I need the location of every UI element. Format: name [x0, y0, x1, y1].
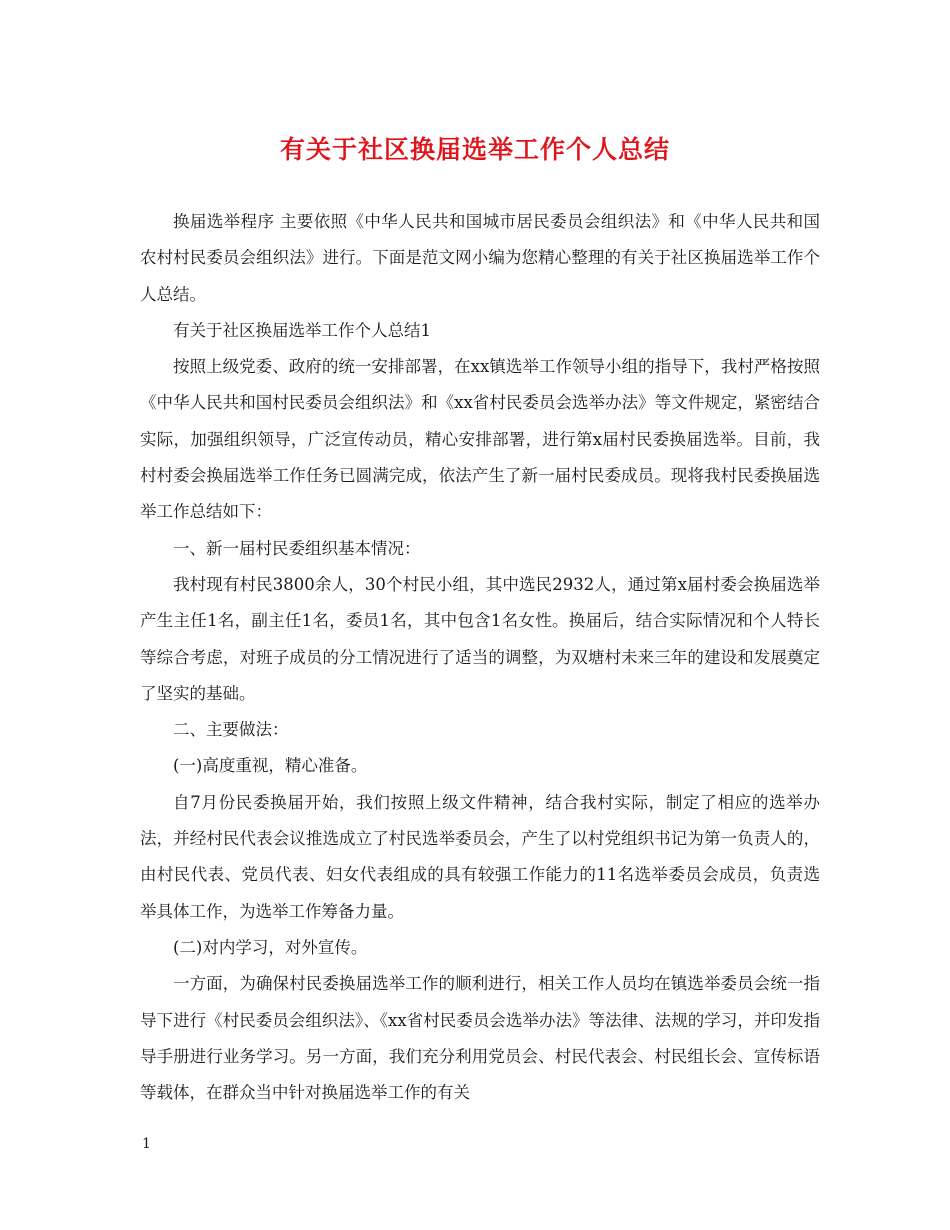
paragraph-subheading-1: (一)高度重视，精心准备。: [173, 756, 368, 776]
page-number: 1: [142, 1136, 151, 1152]
paragraph-heading-basic-situation: 一、新一届村民委组织基本情况：: [173, 538, 421, 558]
paragraph: 按照上级党委、政府的统一安排部署，在xx镇选举工作领导小组的指导下，我村严格按照《中华人民共和国村民委员会组织法》和《xx省村民委员会选举办法》等文件规定，紧密结合实际，加强组织领导，广泛宣传动员，精心安排部署，进行第x届村民委换届选举。目前，我村村委会换届选举工作任务已圆满完成，依法产生了新一届村民委成员。现将我村民委换届选举工作总结如下：: [140, 357, 820, 522]
paragraph-section-heading: 有关于社区换届选举工作个人总结1: [173, 320, 431, 340]
paragraph-heading-main-practices: 二、主要做法：: [173, 720, 289, 740]
paragraph: 我村现有村民3800余人，30个村民小组，其中选民2932人，通过第x届村委会换届选举产生主任1名，副主任1名，委员1名，其中包含1名女性。换届后，结合实际情况和个人特长等综合考虑，对班子成员的分工情况进行了适当的调整，为双塘村未来三年的建设和发展奠定了坚实的基础。: [140, 574, 820, 703]
document-title: 有关于社区换届选举工作个人总结: [279, 135, 670, 164]
paragraph: 一方面，为确保村民委换届选举工作的顺利进行，相关工作人员均在镇选举委员会统一指导下进行《村民委员会组织法》、《xx省村民委员会选举办法》等法律、法规的学习，并印发指导手册进行业务学习。另一方面，我们充分利用党员会、村民代表会、村民组长会、宣传标语等载体，在群众当中针对换届选举工作的有关: [140, 974, 820, 1103]
paragraph-intro: 换届选举程序 主要依照《中华人民共和国城市居民委员会组织法》和《中华人民共和国农村村民委员会组织法》进行。下面是范文网小编为您精心整理的有关于社区换届选举工作个人总结。: [140, 212, 820, 304]
document-body: [140, 204, 820, 1111]
paragraph-subheading-2: (二)对内学习，对外宣传。: [173, 937, 368, 957]
paragraph: 自7月份民委换届开始，我们按照上级文件精神，结合我村实际，制定了相应的选举办法，并经村民代表会议推选成立了村民选举委员会，产生了以村党组织书记为第一负责人的，由村民代表、党员代表、妇女代表组成的具有较强工作能力的11名选举委员会成员，负责选举具体工作，为选举工作筹备力量。: [140, 792, 820, 921]
